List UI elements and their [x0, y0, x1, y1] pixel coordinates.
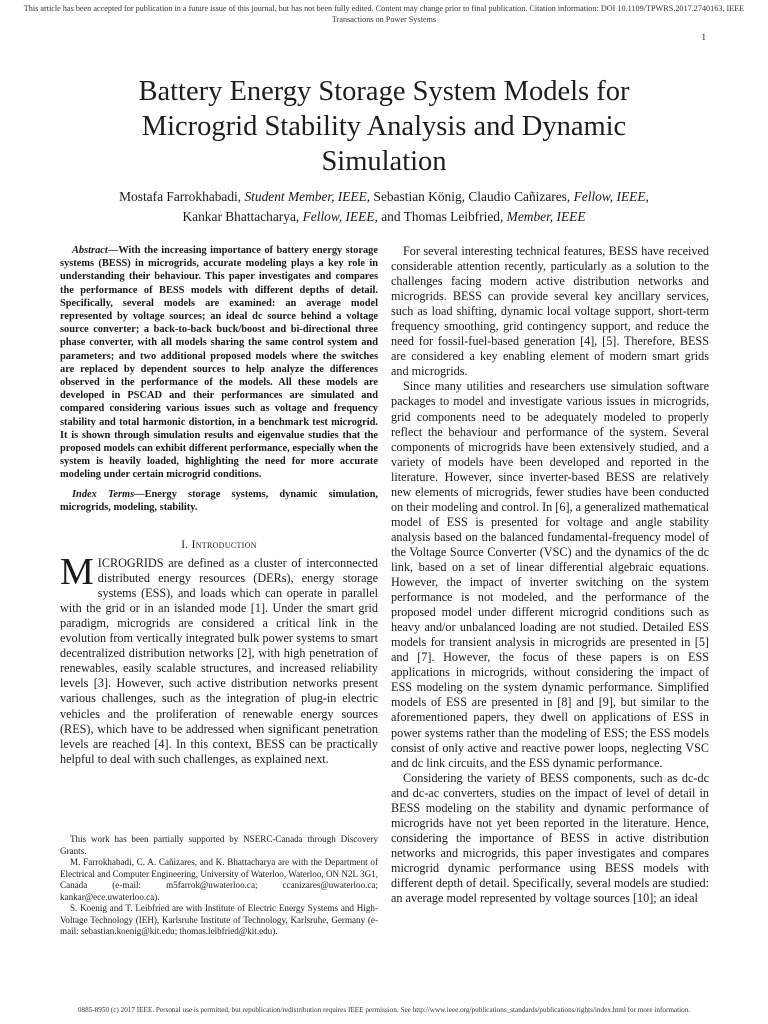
footnote-funding: This work has been partially supported by NSERC-Canada through Discovery Grants. [60, 834, 378, 856]
drop-cap: M [60, 551, 94, 594]
title-line-3: Simulation [321, 146, 447, 177]
section-number: I. [181, 539, 189, 552]
footnotes [60, 834, 378, 938]
author-leibfried: and Thomas Leibfried, [381, 209, 504, 224]
banner-line-2: Transactions on Power Systems [331, 15, 437, 24]
body-paragraph-2: Since many utilities and researchers use simulation software packages to model and investigate various issues in microgrids, grid components need to be adequately modeled to properly reflect the behaviour and performance of the system. Several components of microgrids have been extensively studied, and a variety of models have been developed and reported in the literature. However, since inverter-based BESS are relatively new elements of microgrids, fewer studies have been conducted on their modeling and control. In [6], a generalized mathematical model of ESS is presented for voltage and angle stability analysis based on the balanced fundamental-frequency model of the Voltage Source Converter (VSC) and the dynamics of the dc link, based on a set of linear differential algebraic equations. However, the impact of inverter switching on the system performance is not modeled, and the performance of the proposed model under different microgrid conditions such as heavy and/or unbalanced loading are not studied. Detailed ESS models for transient analysis in microgrids are presented in [5] and [7]. However, the focus of these papers is on ESS applications in microgrids, without considering the impact of ESS modeling on the system dynamic performance. Simplified models of ESS are presented in [8] and [9], but similar to the aforementioned papers, they dwell on applications of ESS in power systems rather than the modeling of ESS; the ESS models consist of only active and reactive power loops, neglecting VSC and dc link circuits, and the ESS dynamic performance. [391, 379, 709, 770]
index-terms [60, 488, 378, 514]
intro-paragraph-1 [60, 551, 378, 767]
right-column [391, 244, 709, 906]
index-terms-text: —Energy storage systems, dynamic simulation, microgrids, modeling, stability. [60, 488, 378, 513]
section-heading-introduction [60, 538, 378, 552]
publication-banner [0, 3, 768, 25]
author-koenig-canizares: Sebastian König, Claudio Cañizares, [373, 189, 571, 204]
author-bhattacharya: Kankar Bhattacharya, [182, 209, 300, 224]
footnote-affiliation-waterloo: M. Farrokhabadi, C. A. Cañizares, and K. Bhattacharya are with the Department of Electrical and Computer Engineering, University of Waterloo, Waterloo, ON N2L 3G1, Canada (e-mail: m5farrok@uwaterloo.ca; ccanizares@uwaterloo.ca; kankar@ece.uwaterloo.ca). [60, 857, 378, 902]
author-role: Member, IEEE [506, 209, 586, 224]
page-number: 1 [701, 32, 706, 42]
banner-line-1: This article has been accepted for publication in a future issue of this journal, but has not been fully edited. Content may change prior to final publication. Citation information: DOI 10.1109/TPWRS.2017.2740163, IEEE [23, 4, 745, 13]
author-line-2 [40, 207, 728, 227]
title-line-1: Battery Energy Storage System Models for [138, 76, 630, 107]
abstract-lead: Abstract [72, 245, 108, 256]
intro-paragraph-1-text: ICROGRIDS are defined as a cluster of interconnected distributed energy resources (DERs), energy storage systems (ESS), and loads which can operate in parallel with the grid or in an islanded mode [1]. Under the smart grid paradigm, microgrids are considered a critical link in the evolution from vertically integrated bulk power systems to smart decentralized distribution networks [2], with high penetration of renewables, easily scalable structures, and increased reliability levels [3]. However, such active distribution networks present various challenges, such as the integration of plug-in electric vehicles and the proliferation of renewable energy sources (RES), which have to be addressed when significant penetration levels are reached [4]. In this context, BESS can be practically helpful to deal with such challenges, as explained next. [60, 556, 378, 766]
author-role: Student Member, IEEE, [244, 189, 371, 204]
author-role: Fellow, IEEE, [573, 189, 649, 204]
author-farrokhabadi: Mostafa Farrokhabadi, [119, 189, 242, 204]
title-line-2: Microgrid Stability Analysis and Dynamic [141, 111, 627, 142]
index-terms-lead: Index Terms [72, 488, 135, 500]
abstract-text: —With the increasing importance of battery energy storage systems (BESS) in microgrids, accurate modeling plays a key role in understanding their behaviour. This paper investigates and compares the performance of BESS models with different depths of detail. Specifically, several models are examined: an average model represented by voltage sources; an ideal dc source behind a voltage source converter; a back-to-back buck/boost and bi-directional three phase converter, with all models sharing the same control system and parameters; and two additional proposed models where the switches are replaced by dependent sources to help analyze the differences observed in the performance of the models. All these models are developed in PSCAD and their performances are simulated and compared considering various issues such as voltage and frequency stability and total harmonic distortion, in a benchmark test microgrid. It is shown through simulation results and eigenvalue studies that the proposed models can exhibit different performance, especially when the system is heavily loaded, highlighting the need for more accurate modeling under certain microgrid conditions. [60, 245, 378, 481]
left-column [60, 244, 378, 767]
body-paragraph-1: For several interesting technical features, BESS have received considerable attention recently, particularly as a solution to the challenges facing modern active distribution networks and microgrids. BESS can provide several key ancillary services, such as load shifting, dynamic local voltage support, short-term frequency smoothing, grid contingency support, and reduce the need for fossil-fuel-based generation [4], [5]. Therefore, BESS are considered a key enabling element of modern smart grids and microgrids. [391, 244, 709, 379]
paper-title [40, 74, 728, 179]
abstract [60, 244, 378, 482]
author-list [40, 187, 728, 227]
body-paragraph-3: Considering the variety of BESS components, such as dc-dc and dc-ac converters, studies on the impact of level of detail in BESS modeling on the stability and dynamic performance of microgrids have not yet been reported in the literature. Hence, considering the importance of BESS in active distribution networks and microgrids, this paper investigates and compares microgrid dynamic performance using BESS models with different depth of detail. Specifically, several models are studied: an average model represented by voltage sources [10]; an ideal [391, 770, 709, 906]
section-title: Introduction [191, 539, 257, 552]
author-role: Fellow, IEEE, [302, 209, 378, 224]
author-line-1 [40, 187, 728, 207]
footnote-affiliation-kit: S. Koenig and T. Leibfried are with Institute of Electric Energy Systems and High-Voltage Technology (IEH), Karlsruhe Institute of Technology, Karlsruhe, Germany (e-mail: sebastian.koenig@kit.edu; thomas.leibfried@kit.edu). [60, 903, 378, 936]
copyright-footer: 0885-8950 (c) 2017 IEEE. Personal use is permitted, but republication/redistribution requires IEEE permission. See http://www.ieee.org/publications_standards/publications/rights/index.html for more information. [77, 1006, 691, 1014]
